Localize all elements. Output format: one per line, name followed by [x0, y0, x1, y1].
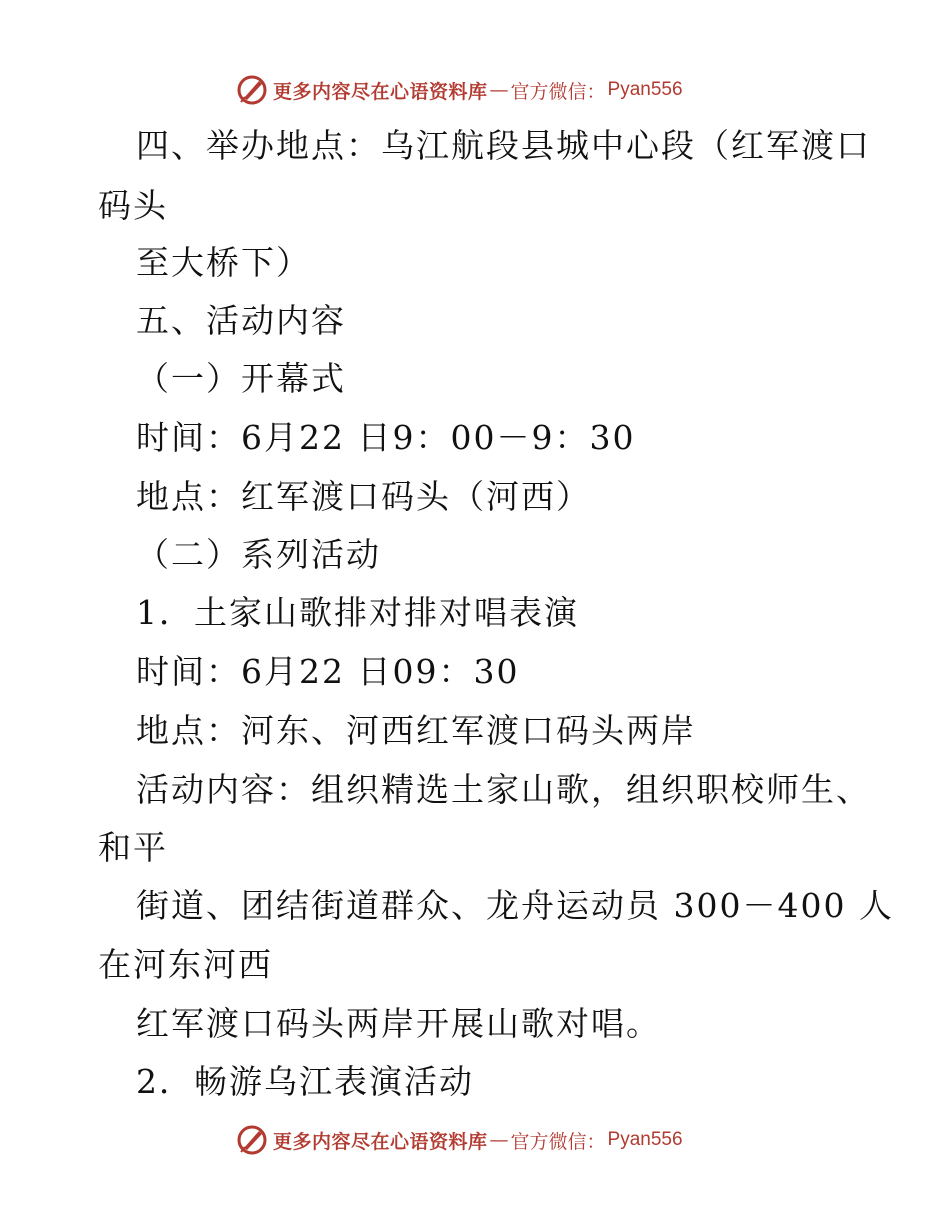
subsection-heading: （一）开幕式 [136, 359, 346, 398]
watermark-sub-text: 官方微信： [510, 80, 606, 103]
item-heading: 1．土家山歌排对排对唱表演 [136, 593, 579, 632]
header-watermark [235, 73, 683, 107]
body-line: 和平 [98, 828, 168, 867]
body-line: 至大桥下） [136, 243, 311, 282]
watermark-sub-text: 官方微信： [510, 1130, 606, 1153]
section-heading: 五、活动内容 [136, 301, 346, 340]
body-line: 时间：6月22 日9：00－9：30 [136, 418, 636, 457]
body-line: 红军渡口码头两岸开展山歌对唱。 [136, 1004, 661, 1043]
watermark-main-text: 更多内容尽在心语资料库 [273, 1130, 488, 1153]
watermark-main-text: 更多内容尽在心语资料库 [273, 80, 488, 103]
watermark-id: Pyan556 [607, 79, 683, 100]
body-line: 街道、团结街道群众、龙舟运动员 300－400 人 [136, 886, 894, 925]
body-line: 地点：红军渡口码头（河西） [136, 477, 591, 516]
item-heading: 2．畅游乌江表演活动 [136, 1062, 474, 1101]
body-line: 码头 [98, 186, 168, 225]
quill-logo-icon [235, 1123, 269, 1157]
body-line: 活动内容：组织精选土家山歌，组织职校师生、 [136, 770, 871, 809]
watermark-dash: — [489, 1129, 509, 1151]
watermark-id: Pyan556 [607, 1129, 683, 1150]
body-line: 四、举办地点：乌江航段县城中心段（红军渡口 [136, 126, 871, 165]
body-line: 时间：6月22 日09：30 [136, 652, 520, 691]
watermark-dash: — [489, 79, 509, 101]
body-line: 在河东河西 [98, 945, 273, 984]
footer-watermark [235, 1123, 683, 1157]
body-line: 地点：河东、河西红军渡口码头两岸 [136, 711, 696, 750]
subsection-heading: （二）系列活动 [136, 535, 381, 574]
quill-logo-icon [235, 73, 269, 107]
